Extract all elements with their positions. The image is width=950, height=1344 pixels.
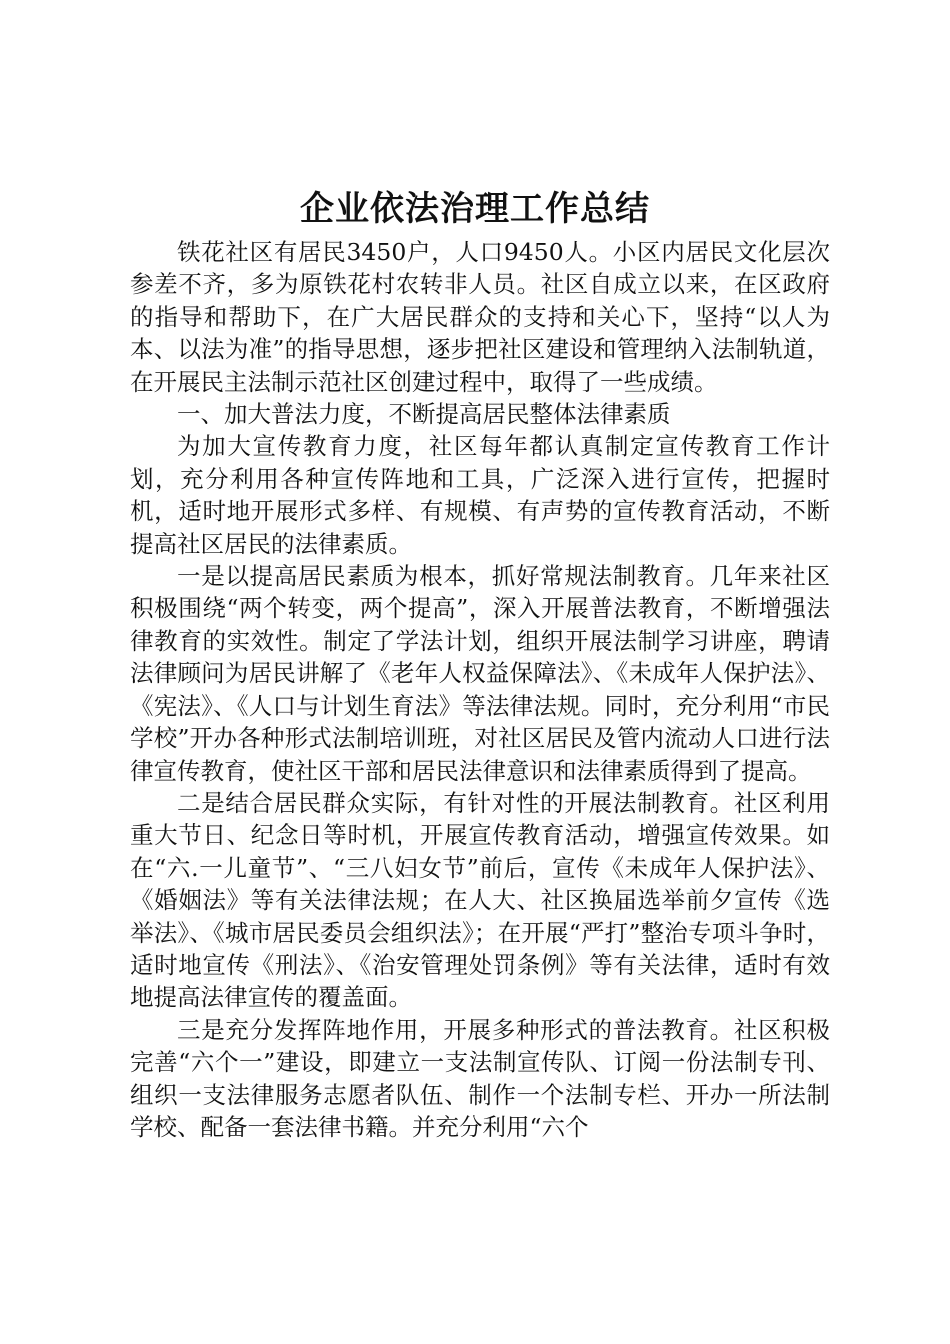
paragraph-point-1: 一是以提高居民素质为根本，抓好常规法制教育。几年来社区积极围绕“两个转变，两个提高”，深入开展普法教育，不断增强法律教育的实效性。制定了学法计划，组织开展法制学习讲座，聘请法律顾问为居民讲解了《老年人权益保障法》、《未成年人保护法》、《宪法》、《人口与计划生育法》等法律法规。同时，充分利用“市民学校”开办各种形式法制培训班，对社区居民及管内流动人口进行法律宣传教育，使社区干部和居民法律意识和法律素质得到了提高。 (130, 562, 830, 785)
paragraph-intro: 铁花社区有居民3450户，人口9450人。小区内居民文化层次参差不齐，多为原铁花村农转非人员。社区自成立以来，在区政府的指导和帮助下，在广大居民群众的支持和关心下，坚持“以人为本、以法为准”的指导思想，逐步把社区建设和管理纳入法制轨道，在开展民主法制示范社区创建过程中，取得了一些成绩。 (130, 238, 830, 396)
paragraph-point-3: 三是充分发挥阵地作用，开展多种形式的普法教育。社区积极完善“六个一”建设，即建立一支法制宣传队、订阅一份法制专刊、组织一支法律服务志愿者队伍、制作一个法制专栏、开办一所法制学校、配备一套法律书籍。并充分利用“六个 (130, 1015, 830, 1141)
paragraph-point-2: 二是结合居民群众实际，有针对性的开展法制教育。社区利用重大节日、纪念日等时机，开展宣传教育活动，增强宣传效果。如在“六.一儿童节”、“三八妇女节”前后，宣传《未成年人保护法》、《婚姻法》等有关法律法规；在人大、社区换届选举前夕宣传《选举法》、《城市居民委员会组织法》；在开展“严打”整治专项斗争时，适时地宣传《刑法》、《治安管理处罚条例》等有关法律，适时有效地提高法律宣传的覆盖面。 (130, 788, 830, 1012)
section-heading-1: 一、加大普法力度，不断提高居民整体法律素质 (177, 400, 671, 429)
document-title: 企业依法治理工作总结 (300, 189, 650, 229)
paragraph-publicity: 为加大宣传教育力度，社区每年都认真制定宣传教育工作计划，充分利用各种宣传阵地和工具，广泛深入进行宣传，把握时机，适时地开展形式多样、有规模、有声势的宣传教育活动，不断提高社区居民的法律素质。 (130, 432, 830, 558)
document-body (130, 236, 830, 1143)
